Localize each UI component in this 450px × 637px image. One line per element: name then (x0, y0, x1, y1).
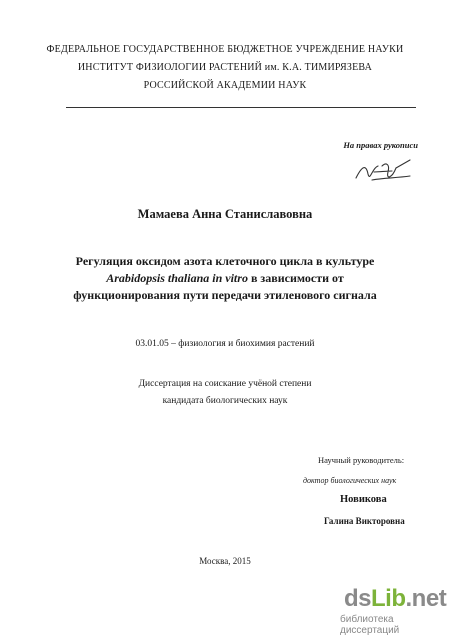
degree-line-1: Диссертация на соискание учёной степени (138, 379, 312, 389)
supervisor-degree: доктор биологических наук (303, 476, 397, 485)
logo-prefix: ds (344, 585, 372, 612)
title-line-3: функционирования пути передачи этиленового сигнала (73, 288, 377, 302)
supervisor-name: Галина Викторовна (324, 516, 405, 526)
title-line-2-rest: в зависимости от (247, 271, 344, 285)
city-year: Москва, 2015 (199, 556, 251, 566)
dissertation-title (0, 253, 450, 304)
supervisor-surname: Новикова (340, 494, 387, 505)
org-line-2: ИНСТИТУТ ФИЗИОЛОГИИ РАСТЕНИЙ им. К.А. ТИМИРЯЗЕВА (77, 62, 373, 73)
org-line-3: РОССИЙСКОЙ АКАДЕМИИ НАУК (143, 80, 307, 91)
logo-suffix: .net (405, 585, 447, 612)
author-name: Мамаева Анна Станиславовна (137, 207, 313, 221)
watermark-logo[interactable] (344, 585, 446, 613)
supervisor-label: Научный руководитель: (318, 455, 405, 465)
logo-mid: Lib (371, 585, 406, 612)
title-line-1: Регуляция оксидом азота клеточного цикла в культуре (75, 254, 375, 268)
degree-line-2: кандидата биологических наук (162, 396, 288, 406)
signature (352, 158, 414, 188)
manuscript-note: На правах рукописи (343, 140, 418, 150)
title-species: Arabidopsis thaliana in vitro (106, 271, 248, 285)
org-line-1: ФЕДЕРАЛЬНОЕ ГОСУДАРСТВЕННОЕ БЮДЖЕТНОЕ УЧРЕЖДЕНИЕ НАУКИ (46, 44, 404, 55)
header-divider (66, 107, 416, 108)
title-line-2 (0, 270, 450, 287)
specialty-code: 03.01.05 – физиология и биохимия растений (135, 339, 315, 349)
degree-statement (0, 376, 450, 410)
watermark-subtitle: библиотека диссертаций (340, 614, 400, 636)
